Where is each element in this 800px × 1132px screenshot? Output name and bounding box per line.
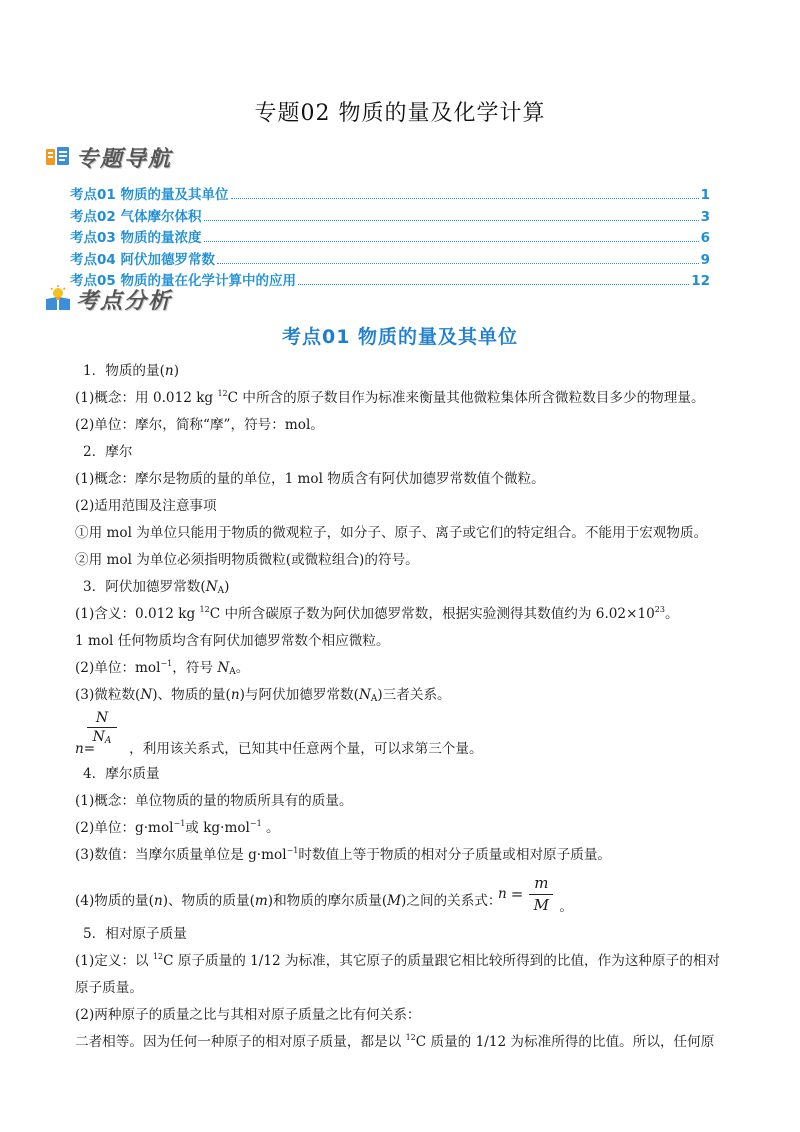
paragraph: (2)两种原子的质量之比与其相对原子质量之比有何关系： — [75, 1007, 421, 1023]
paragraph: 1．物质的量(n) — [83, 363, 179, 379]
analysis-banner-title: 考点分析 — [76, 288, 173, 314]
paragraph: (3)微粒数(N)、物质的量(n)与阿伏加德罗常数$(N_A)$三者关系。 — [75, 687, 451, 704]
fraction: N $N_A$ — [87, 709, 117, 746]
toc-item-page: 1 — [700, 187, 710, 203]
paragraph: 4．摩尔质量 — [83, 766, 160, 782]
toc-leader — [298, 284, 689, 285]
paragraph: 二者相等。因为任何一种原子的相对原子质量，都是以 $^{12}$C 质量的 1/12 为标准所得的比值。所以，任何原 — [75, 1033, 715, 1050]
toc-item-label: 考点04 阿伏加德罗常数 — [70, 251, 215, 268]
toc-leader — [204, 220, 699, 221]
section-heading: 考点01 物质的量及其单位 — [281, 326, 519, 348]
paragraph: (2)单位：摩尔，简称“摩”，符号：mol。 — [75, 417, 324, 433]
toc-item-2[interactable] — [70, 205, 710, 227]
toc-item-page: 12 — [691, 273, 710, 289]
toc-item-1[interactable] — [70, 183, 710, 205]
toc-item-label: 考点01 物质的量及其单位 — [70, 187, 229, 203]
nav-banner — [44, 140, 172, 174]
paragraph: (2)适用范围及注意事项 — [75, 498, 217, 514]
paragraph: 原子质量。 — [75, 980, 143, 996]
table-of-contents — [70, 183, 710, 291]
formula-n-equals-N-over-NA: N $N_A$ n= ，利用该关系式，已知其中任意两个量，可以求第三个量。 — [75, 710, 483, 757]
paragraph: ①用 mol 为单位只能用于物质的微观粒子，如分子、原子、离子或它们的特定组合。不能用于宏观物质。 — [75, 525, 708, 541]
paragraph: (3)数值：当摩尔质量单位是 g·mol$^{-1}$时数值上等于物质的相对分子质量或相对原子质量。 — [75, 846, 612, 863]
article-body — [75, 358, 735, 1056]
toc-leader — [231, 198, 699, 199]
toc-item-4[interactable] — [70, 248, 710, 270]
paragraph: 2．摩尔 — [83, 444, 133, 460]
paragraph: 1 mol 任何物质均含有阿伏加德罗常数个相应微粒。 — [75, 633, 390, 649]
toc-item-label: 考点02 气体摩尔体积 — [70, 208, 202, 225]
paragraph: (1)概念：单位物质的量的物质所具有的质量。 — [75, 793, 353, 809]
fraction: n = m M 。 — [498, 873, 573, 915]
formula-n-equals-m-over-M: (4)物质的量(n)、物质的质量(m)和物质的摩尔质量(M)之间的关系式： n = m M 。 — [75, 869, 735, 921]
lightbulb-book-icon — [44, 285, 72, 313]
paragraph: 5．相对原子质量 — [83, 926, 187, 942]
toc-item-page: 3 — [700, 208, 710, 225]
toc-item-page: 9 — [700, 251, 710, 268]
paragraph: (2)单位：mol$^{-1}$，符号 $N_A$。 — [75, 659, 250, 677]
paragraph: (1)定义：以 $^{12}$C 原子质量的 1/12 为标准，其它原子的质量跟它相比较所得到的比值，作为这种原子的相对 — [75, 952, 720, 969]
toc-item-page: 6 — [700, 230, 710, 246]
nav-banner-title: 专题导航 — [76, 146, 173, 172]
toc-item-label: 考点03 物质的量浓度 — [70, 230, 202, 246]
paragraph: (2)单位：g·mol$^{-1}$或 kg·mol$^{-1}$ 。 — [75, 819, 280, 836]
paragraph: (1)概念：摩尔是物质的量的单位，1 mol 物质含有阿伏加德罗常数值个微粒。 — [75, 471, 545, 487]
paragraph: ②用 mol 为单位必须指明物质微粒(或微粒组合)的符号。 — [75, 552, 419, 568]
paragraph: (1)含义：0.012 kg $^{12}$C 中所含碳原子数为阿伏加德罗常数，根据实验测得其数值约为 $6.02\times 10^{23}$。 — [75, 605, 679, 622]
book-nav-icon — [44, 143, 72, 171]
page-title: 专题02 物质的量及化学计算 — [254, 101, 546, 126]
toc-leader — [217, 263, 699, 264]
toc-item-label: 考点05 物质的量在化学计算中的应用 — [70, 273, 296, 289]
paragraph: 3．阿伏加德罗常数$(N_A)$ — [83, 579, 230, 596]
toc-leader — [204, 241, 699, 242]
analysis-banner — [44, 282, 172, 316]
paragraph: (1)概念：用 0.012 kg $^{12}$C 中所含的原子数目作为标准来衡量其他微粒集体所含微粒数目多少的物理量。 — [75, 389, 705, 406]
toc-item-3[interactable] — [70, 226, 710, 248]
